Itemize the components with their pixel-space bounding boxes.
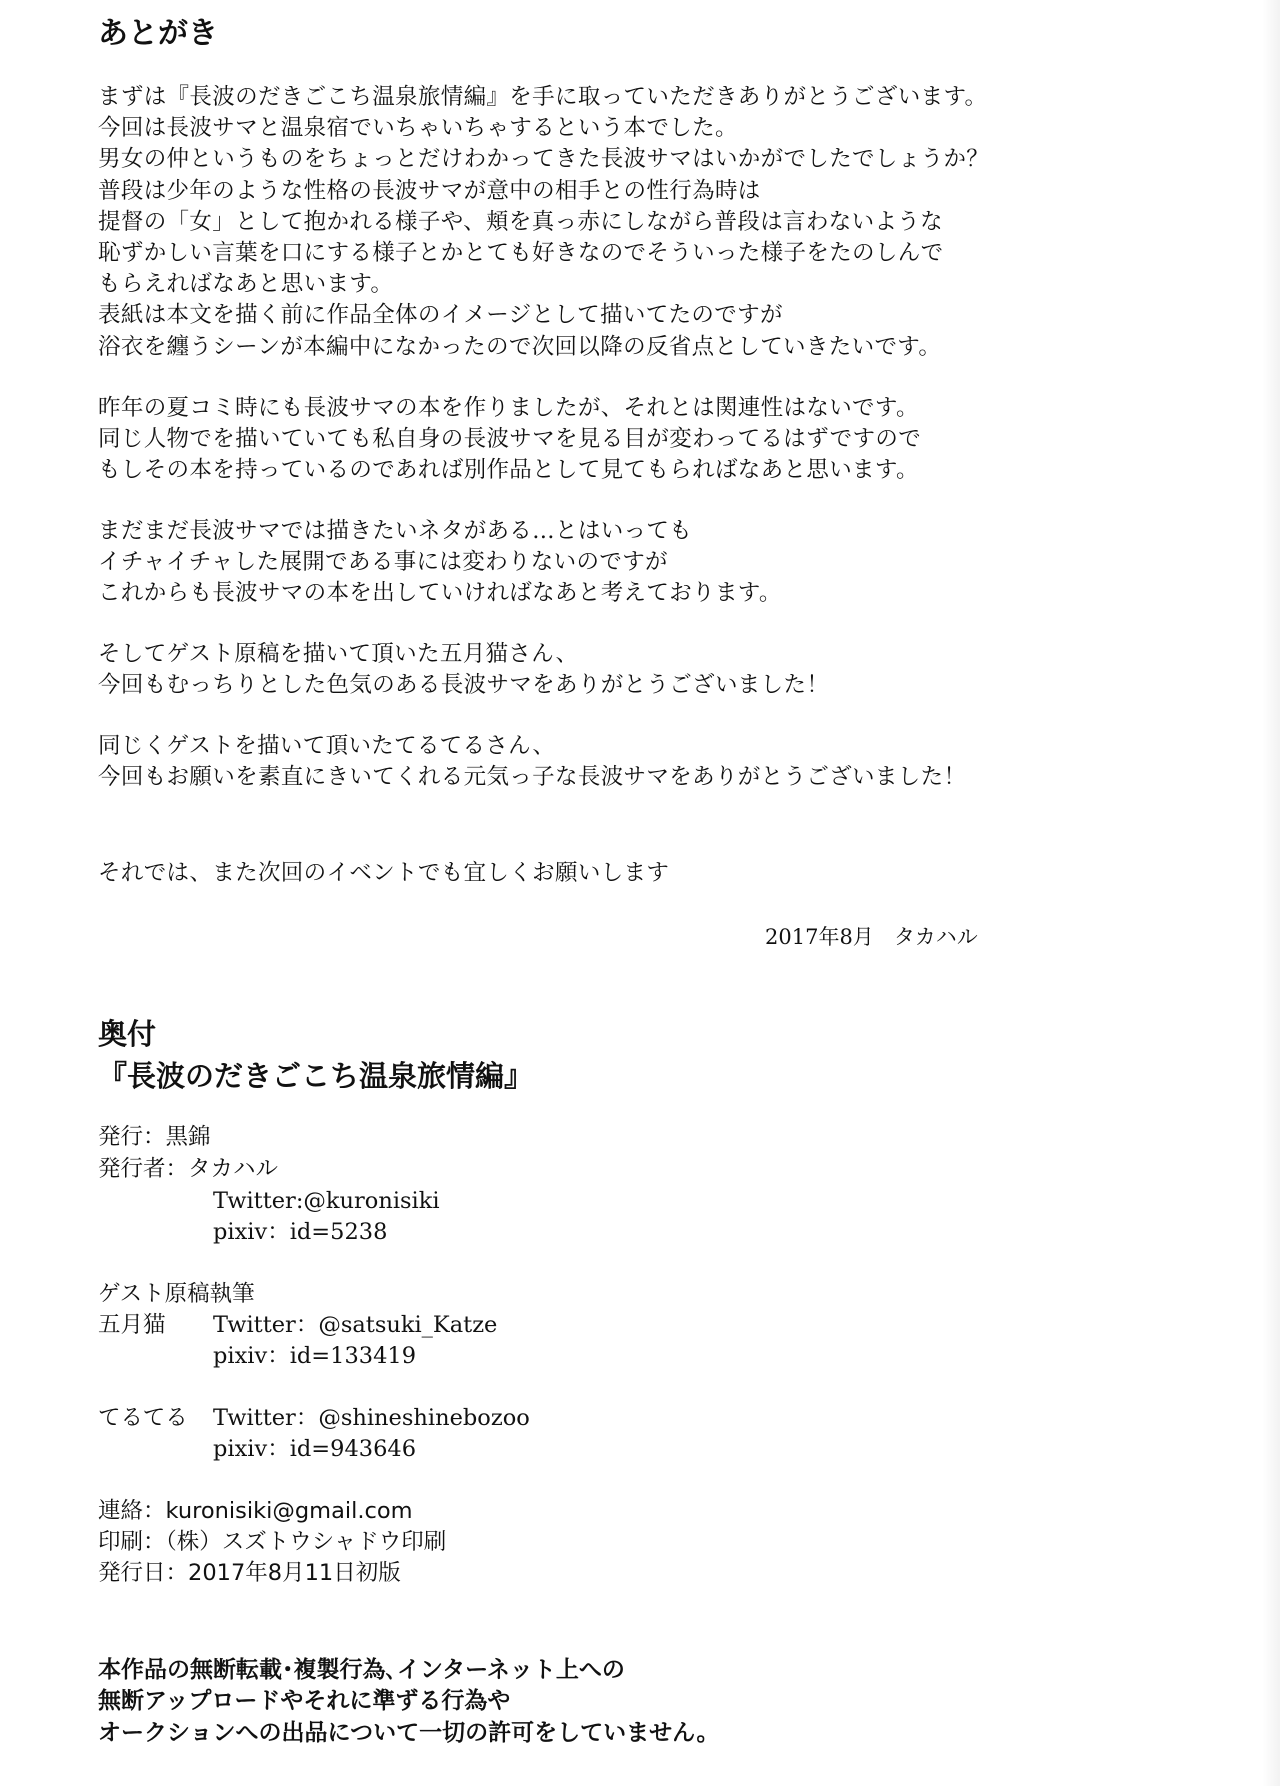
scan-edge bbox=[1262, 0, 1280, 1786]
paragraph-line: そしてゲスト原稿を描いて頂いた五月猫さん、 bbox=[98, 641, 579, 667]
contact-line: 連絡：kuronisiki@gmail.com bbox=[98, 1498, 413, 1524]
printer-line: 印刷：（株）スズトウシャドウ印刷 bbox=[98, 1529, 447, 1555]
paragraph-line: 男女の仲というものをちょっとだけわかってきた長波サマはいかがでしたでしょうか？ bbox=[98, 146, 990, 173]
afterword-paragraph-1 bbox=[98, 82, 989, 363]
colophon-book-title: 『長波のだきごこち温泉旅情編』 bbox=[98, 1059, 534, 1093]
guest2-name: てるてる bbox=[98, 1405, 188, 1431]
paragraph-line: 今回もむっちりとした色気のある長波サマをありがとうございました！ bbox=[98, 672, 830, 699]
guest1-twitter: Twitter：@satsuki_Katze bbox=[213, 1312, 498, 1338]
guest2-pixiv: pixiv：id=943646 bbox=[213, 1436, 417, 1462]
publisher-line: 発行：黒錦 bbox=[98, 1124, 211, 1150]
paragraph-line: これからも長波サマの本を出していければなあと考えております。 bbox=[98, 580, 782, 607]
paragraph-line: 提督の「女」として抱かれる様子や、頬を真っ赤にしながら普段は言わないような bbox=[98, 208, 944, 235]
paragraph-line: 表紙は本文を描く前に作品全体のイメージとして描いてたのですが bbox=[98, 302, 783, 329]
guest-heading: ゲスト原稿執筆 bbox=[98, 1281, 255, 1307]
notice-line: オークションへの出品について一切の許可をしていません。 bbox=[98, 1719, 720, 1746]
paragraph-line: まだまだ長波サマでは描きたいネタがある…とはいっても bbox=[98, 518, 693, 544]
notice-line: 無断アップロードやそれに準ずる行為や bbox=[98, 1688, 511, 1715]
guest2-twitter: Twitter：@shineshinebozoo bbox=[213, 1405, 530, 1431]
afterword-signature bbox=[765, 922, 978, 952]
paragraph-line: イチャイチャした展開である事には変わりないのですが bbox=[98, 549, 668, 576]
guest1-name: 五月猫 bbox=[98, 1312, 166, 1338]
afterword-title: あとがき bbox=[98, 16, 218, 51]
paragraph-line: もらえればなあと思います。 bbox=[98, 271, 394, 298]
guest1-pixiv: pixiv：id=133419 bbox=[213, 1343, 417, 1369]
signature-date: 2017年8月 bbox=[765, 925, 874, 949]
paragraph-line: 同じ人物でを描いていても私自身の長波サマを見る目が変わってるはずですので bbox=[98, 426, 922, 453]
signature-name: タカハル bbox=[893, 925, 978, 949]
afterword-paragraph-4 bbox=[98, 639, 829, 701]
author-pixiv: pixiv：id=5238 bbox=[213, 1219, 388, 1245]
paragraph-line: 今回もお願いを素直にきいてくれる元気っ子な長波サマをありがとうございました！ bbox=[98, 764, 967, 791]
paragraph-line: 昨年の夏コミ時にも長波サマの本を作りましたが、それとは関連性はないです。 bbox=[98, 395, 919, 421]
paragraph-line: 普段は少年のような性格の長波サマが意中の相手との性行為時は bbox=[98, 177, 761, 204]
paragraph-line: 恥ずかしい言葉を口にする様子とかとても好きなのでそういった様子をたのしんで bbox=[98, 240, 944, 267]
paragraph-line: もしその本を持っているのであれば別作品として見てもらればなあと思います。 bbox=[98, 457, 919, 484]
afterword-paragraph-3 bbox=[98, 516, 782, 610]
afterword-paragraph-5 bbox=[98, 731, 966, 793]
afterword-paragraph-2 bbox=[98, 393, 921, 487]
colophon-heading: 奥付 bbox=[98, 1017, 157, 1051]
copyright-notice bbox=[98, 1655, 719, 1749]
author-line: 発行者：タカハル bbox=[98, 1156, 279, 1182]
notice-line: 本作品の無断転載･複製行為､インターネット上への bbox=[98, 1657, 625, 1683]
issue-date-line: 発行日：2017年8月11日初版 bbox=[98, 1560, 401, 1586]
paragraph-line: 浴衣を纏うシーンが本編中になかったので次回以降の反省点としていきたいです。 bbox=[98, 333, 942, 360]
afterword-closing: それでは、また次回のイベントでも宜しくお願いします bbox=[98, 860, 670, 886]
paragraph-line: まずは『長波のだきごこち温泉旅情編』を手に取っていただきありがとうございます。 bbox=[98, 84, 988, 110]
paragraph-line: 今回は長波サマと温泉宿でいちゃいちゃするという本でした。 bbox=[98, 115, 738, 142]
paragraph-line: 同じくゲストを描いて頂いたてるてるさん、 bbox=[98, 733, 556, 759]
author-twitter: Twitter:@kuronisiki bbox=[213, 1188, 440, 1214]
